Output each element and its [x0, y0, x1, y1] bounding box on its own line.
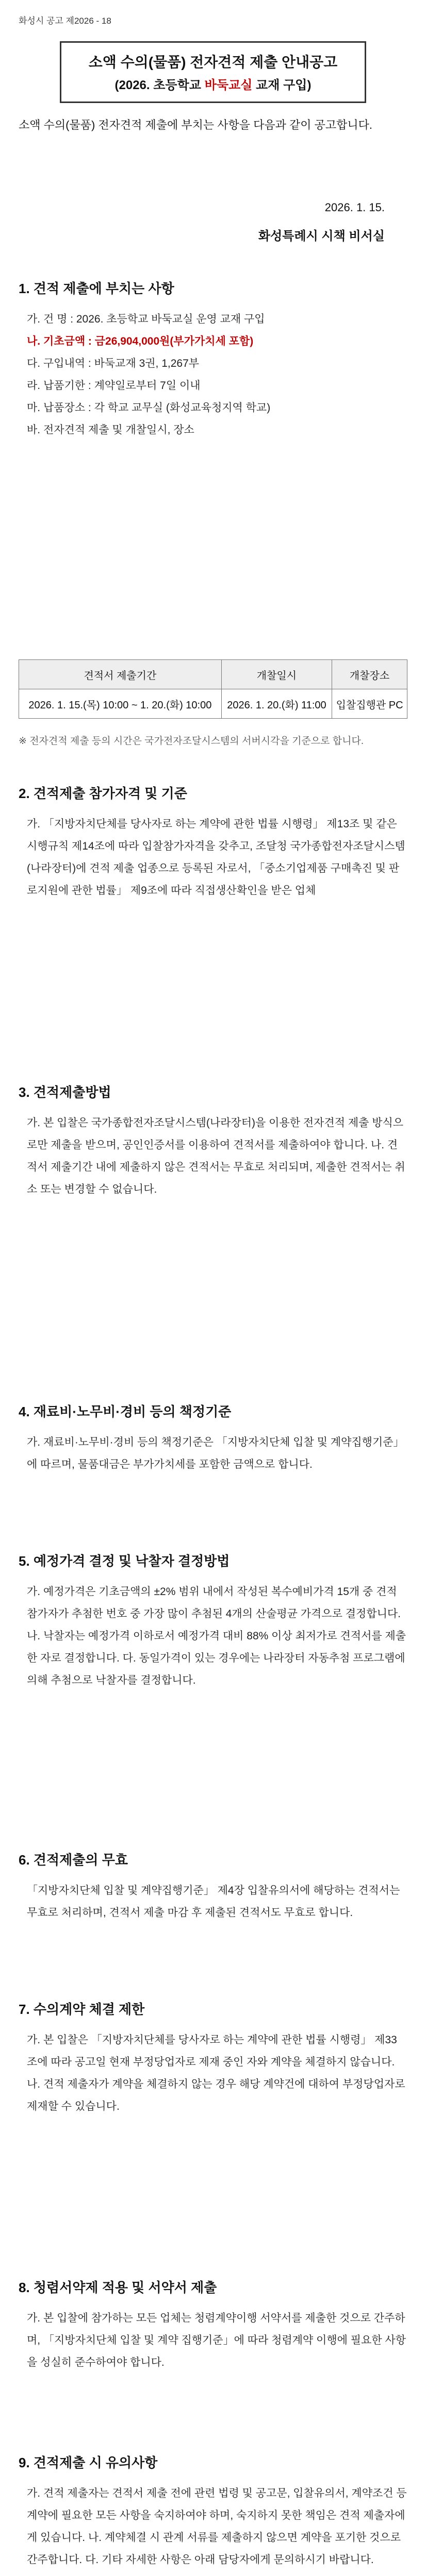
s1-line: 다. 구입내역 : 바둑교재 3권, 1,267부	[27, 358, 200, 369]
title-box	[60, 41, 366, 103]
schedule-header: 견적서 제출기간	[19, 660, 222, 689]
schedule-table	[19, 659, 407, 719]
section-3-heading: 3. 견적제출방법	[19, 1084, 111, 1100]
section-1-list	[27, 308, 407, 441]
section-9-heading: 9. 견적제출 시 유의사항	[19, 2455, 158, 2470]
section-6-heading: 6. 견적제출의 무효	[19, 1852, 128, 1868]
page-subtitle	[61, 75, 365, 93]
notice-date: 2026. 1. 15.	[324, 201, 385, 214]
section-7-heading: 7. 수의계약 체결 제한	[19, 2002, 145, 2017]
s1-line: 라. 납품기한 : 계약일로부터 7일 이내	[27, 380, 201, 392]
subtitle-suffix: 교재 구입)	[252, 78, 312, 92]
section-5-text: 가. 예정가격은 기초금액의 ±2% 범위 내에서 작성된 복수예비가격 15개 중 견적 참가자가 추첨한 번호 중 가장 많이 추첨된 4개의 산술평균 가격으로 결정합니다. 나. 낙찰자는 예정가격 이하로서 예정가격 대비 88% 이상 최저가로 견적서를 제출한 자로 결정합니다. 다. 동일가격이 있는 경우에는 나라장터 자동추첨 프로그램에 의해 추첨으로 낙찰자를 결정합니다.	[27, 1586, 406, 1686]
section-8-heading: 8. 청렴서약제 적용 및 서약서 제출	[19, 2280, 217, 2295]
notice-org: 화성특례시 시책 비서실	[258, 229, 385, 243]
page-title: 소액 수의(물품) 전자견적 제출 안내공고	[88, 54, 338, 70]
s1-line: 마. 납품장소 : 각 학교 교무실 (화성교육청지역 학교)	[27, 402, 271, 414]
intro-text: 소액 수의(물품) 전자견적 제출에 부치는 사항을 다음과 같이 공고합니다.	[19, 118, 372, 131]
s1-line: 가. 건 명 : 2026. 초등학교 바둑교실 운영 교재 구입	[27, 313, 265, 325]
s1-line: 바. 전자견적 제출 및 개찰일시, 장소	[27, 424, 194, 436]
section-6-text: 「지방자치단체 입찰 및 계약집행기준」 제4장 입찰유의서에 해당하는 견적서는 무효로 처리하며, 견적서 제출 마감 후 제출된 견적서도 무효로 합니다.	[27, 1885, 400, 1919]
doc-number: 화성시 공고 제2026 - 18	[19, 16, 111, 26]
section-9-text: 가. 견적 제출자는 견적서 제출 전에 관련 법령 및 공고문, 입찰유의서, 계약조건 등 계약에 필요한 모든 사항을 숙지하여야 하며, 숙지하지 못한 책임은 견적 제출자에게 있습니다. 나. 계약체결 시 관계 서류를 제출하지 않으면 계약을 포기한 것으로 간주합니다. 다. 기타 자세한 사항은 아래 담당자에게 문의하시기 바랍니다.	[27, 2487, 407, 2566]
schedule-header: 개찰장소	[332, 660, 407, 689]
s1-line: 나. 기초금액 : 금26,904,000원(부가가치세 포함)	[27, 335, 254, 347]
section-8-text: 가. 본 입찰에 참가하는 모든 업체는 청렴계약이행 서약서를 제출한 것으로 간주하며, 「지방자치단체 입찰 및 계약 집행기준」에 따라 청렴계약 이행에 필요한 사항을 성실히 준수하여야 합니다.	[27, 2312, 406, 2368]
section-3-text: 가. 본 입찰은 국가종합전자조달시스템(나라장터)을 이용한 전자견적 제출 방식으로만 제출을 받으며, 공인인증서를 이용하여 견적서를 제출하여야 합니다. 나. 견적서 제출기간 내에 제출하지 않은 견적서는 무효로 처리되며, 제출한 견적서는 취소 또는 변경할 수 없습니다.	[27, 1117, 405, 1195]
section-5-heading: 5. 예정가격 결정 및 낙찰자 결정방법	[19, 1553, 230, 1569]
subtitle-prefix: (2026. 초등학교	[114, 78, 205, 92]
section-2-heading: 2. 견적제출 참가자격 및 기준	[19, 786, 187, 801]
section-4-heading: 4. 재료비·노무비·경비 등의 책정기준	[19, 1404, 232, 1419]
schedule-header: 개찰일시	[221, 660, 332, 689]
schedule-cell: 2026. 1. 20.(화) 11:00	[221, 689, 332, 719]
schedule-cell: 입찰집행관 PC	[332, 689, 407, 719]
section-2-text: 가. 「지방자치단체를 당사자로 하는 계약에 관한 법률 시행령」 제13조 및 같은 시행규칙 제14조에 따라 입찰참가자격을 갖추고, 조달청 국가종합전자조달시스템(나라장터)에 견적 제출 업종으로 등록된 자로서, 「중소기업제품 구매촉진 및 판로지원에 관한 법률」 제9조에 따라 직접생산확인을 받은 업체	[27, 818, 405, 896]
section-7-text: 가. 본 입찰은 「지방자치단체를 당사자로 하는 계약에 관한 법률 시행령」 제33조에 따라 공고일 현재 부정당업자로 제재 중인 자와 계약을 체결하지 않습니다. 나. 견적 제출자가 계약을 체결하지 않는 경우 해당 계약건에 대하여 부정당업자로 제재할 수 있습니다.	[27, 2034, 405, 2112]
section-1-heading: 1. 견적 제출에 부치는 사항	[19, 281, 174, 296]
section-4-text: 가. 재료비·노무비·경비 등의 책정기준은 「지방자치단체 입찰 및 계약집행기준」에 따르며, 물품대금은 부가가치세를 포함한 금액으로 합니다.	[27, 1436, 404, 1470]
schedule-cell: 2026. 1. 15.(목) 10:00 ~ 1. 20.(화) 10:00	[19, 689, 222, 719]
schedule-note: ※ 전자견적 제출 등의 시간은 국가전자조달시스템의 서버시각을 기준으로 합니다.	[19, 736, 364, 747]
subtitle-highlight: 바둑교실	[204, 78, 253, 92]
